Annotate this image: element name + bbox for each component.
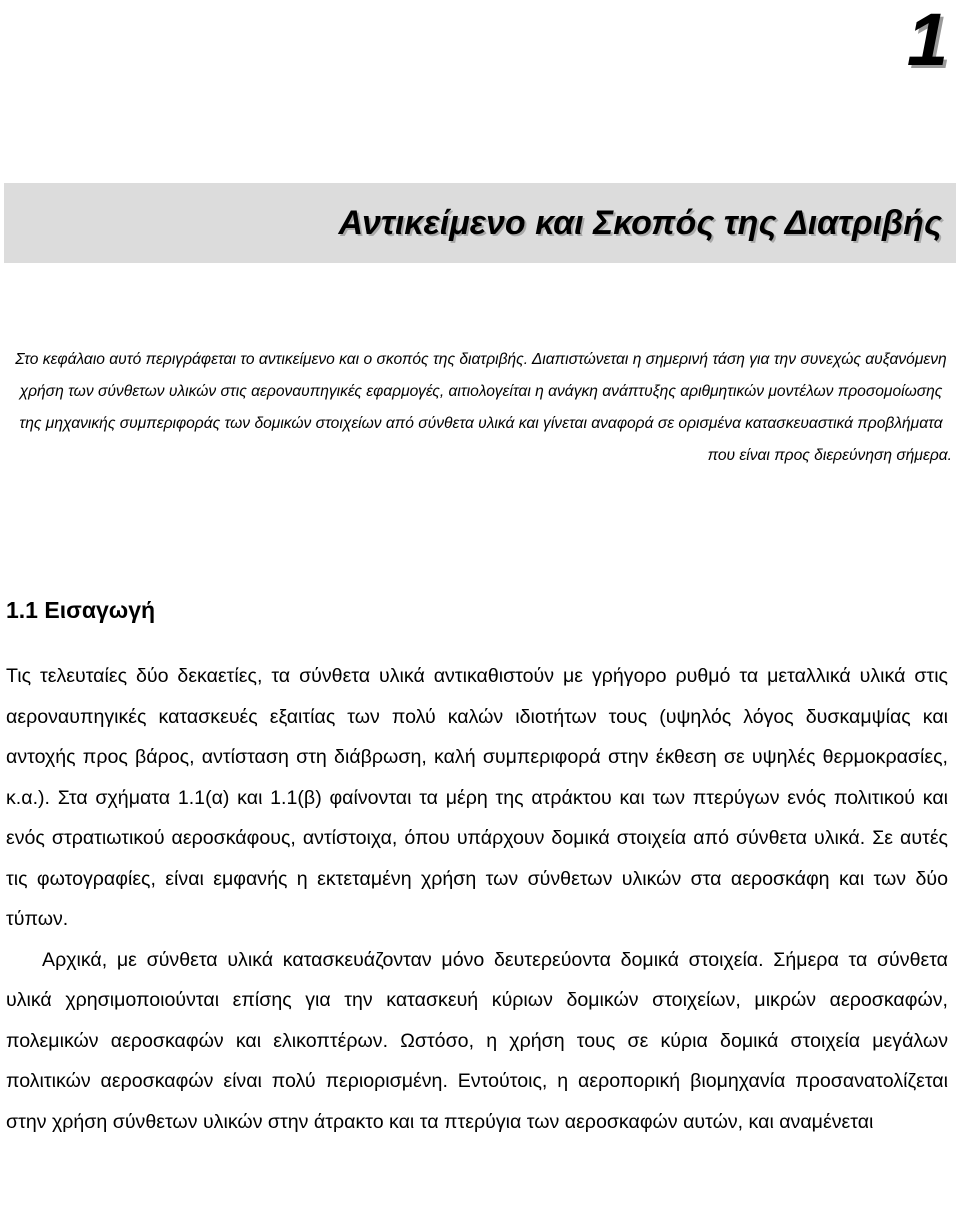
body-paragraph: Τις τελευταίες δύο δεκαετίες, τα σύνθετα υλικά αντικαθιστούν με γρήγορο ρυθμό τα μεταλλικά υλικά στις αεροναυπηγικές κατασκευές εξαιτίας των πολύ καλών ιδιοτήτων τους (υψηλός λόγος δυσκαμψίας και αντοχής προς βάρος, αντίσταση στη διάβρωση, καλή συμπεριφορά στην έκθεση σε υψηλές θερμοκρασίες, κ.α.). Στα σχήματα 1.1(α) και 1.1(β) φαίνονται τα μέρη της ατράκτου και των πτερύγων ενός πολιτικού και ενός στρατιωτικού αεροσκάφους, αντίστοιχα, όπου υπάρχουν δομικά στοιχεία από σύνθετα υλικά. Σε αυτές τις φωτογραφίες, είναι εμφανής η εκτεταμένη χρήση των σύνθετων υλικών στα αεροσκάφη και των δύο τύπων. (6, 665, 948, 930)
chapter-title: Αντικείμενο και Σκοπός της Διατριβής (338, 204, 942, 242)
chapter-number: 1 (906, 0, 948, 81)
chapter-abstract: Στο κεφάλαιο αυτό περιγράφεται το αντικείμενο και ο σκοπός της διατριβής. Διαπιστώνεται η σημερινή τάση για την συνεχώς αυξανόμενη χρήση των σύνθετων υλικών στις αεροναυπηγικές εφαρμογές, αιτιολογείται η ανάγκη ανάπτυξης αριθμητικών μοντέλων προσομοίωσης της μηχανικής συμπεριφοράς των δομικών στοιχείων από σύνθετα υλικά και γίνεται αναφορά σε ορισμένα κατασκευαστικά προβλήματα που είναι προς διερεύνηση σήμερα. (15, 351, 952, 464)
section-heading: 1.1 Εισαγωγή (6, 597, 156, 623)
chapter-title-band (4, 183, 956, 263)
section-body (6, 656, 948, 1142)
body-paragraph: Αρχικά, με σύνθετα υλικά κατασκευάζονταν μόνο δευτερεύοντα δομικά στοιχεία. Σήμερα τα σύνθετα υλικά χρησιμοποιούνται επίσης για την κατασκευή κύριων δομικών στοιχείων, μικρών αεροσκαφών, πολεμικών αεροσκαφών και ελικοπτέρων. Ωστόσο, η χρήση τους σε κύρια δομικά στοιχεία μεγάλων πολιτικών αεροσκαφών είναι πολύ περιορισμένη. Εντούτοις, η αεροπορική βιομηχανία προσανατολίζεται στην χρήση σύνθετων υλικών στην άτρακτο και τα πτερύγια των αεροσκαφών αυτών, και αναμένεται (6, 948, 948, 1133)
